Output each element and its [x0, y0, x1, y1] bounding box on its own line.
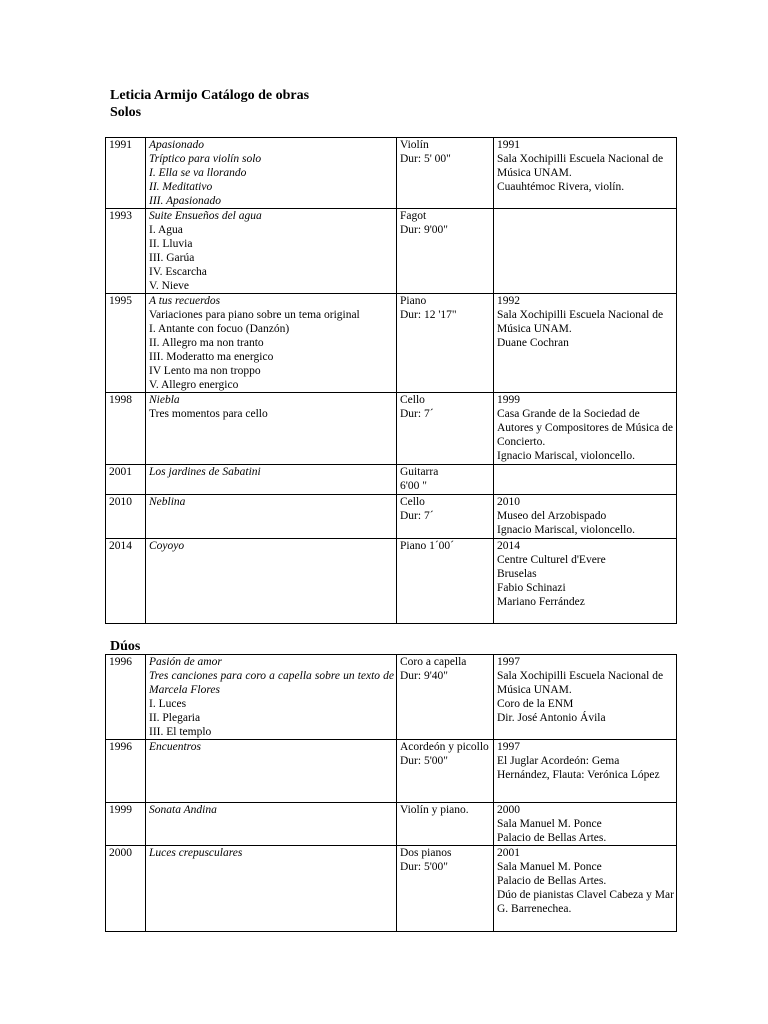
table-row — [106, 393, 677, 465]
table-row — [106, 655, 677, 740]
premiere-year: 2000 — [497, 804, 520, 816]
premiere-line: Sala Manuel M. Ponce — [497, 818, 602, 830]
instrument-line: Violín — [400, 139, 429, 151]
year-text: 2014 — [109, 540, 132, 552]
section-heading-duos: Dúos — [110, 639, 141, 654]
premiere-line: El Juglar Acordeón: Gema Hernández, Flauta: Verónica López — [497, 755, 660, 781]
instrument-line: 6'00 " — [400, 480, 427, 492]
year-text: 2001 — [109, 466, 132, 478]
year-text: 2000 — [109, 847, 132, 859]
premiere-year: 1999 — [497, 394, 520, 406]
work-cell — [146, 846, 397, 932]
year-cell — [106, 294, 146, 393]
instrument-line: Dur: 5'00" — [400, 755, 448, 767]
premiere-year: 1997 — [497, 656, 520, 668]
premiere-year: 2014 — [497, 540, 520, 552]
instrument-cell — [397, 138, 494, 209]
premiere-line: Duane Cochran — [497, 337, 569, 349]
work-cell — [146, 294, 397, 393]
work-line: III. El templo — [149, 726, 212, 738]
table-row — [106, 495, 677, 539]
work-title: A tus recuerdos — [149, 295, 221, 307]
premiere-year: 1991 — [497, 139, 520, 151]
instrument-cell — [397, 393, 494, 465]
duos-table — [105, 654, 677, 932]
premiere-cell — [494, 655, 677, 740]
table-row — [106, 294, 677, 393]
premiere-line: Casa Grande de la Sociedad de Autores y Compositores de Música de Concierto. — [497, 408, 673, 448]
work-title: Apasionado — [149, 139, 204, 151]
work-line: III. Apasionado — [149, 195, 221, 207]
work-title: Los jardines de Sabatini — [149, 466, 261, 478]
instrument-cell — [397, 846, 494, 932]
year-text: 1999 — [109, 804, 132, 816]
instrument-line: Cello — [400, 496, 425, 508]
premiere-year: 1997 — [497, 741, 520, 753]
table-row — [106, 539, 677, 624]
premiere-cell — [494, 393, 677, 465]
year-cell — [106, 740, 146, 803]
work-title: Sonata Andina — [149, 804, 217, 816]
instrument-line: Piano — [400, 295, 427, 307]
instrument-line: Acordeón y picollo — [400, 741, 489, 753]
year-text: 2010 — [109, 496, 132, 508]
instrument-line: Cello — [400, 394, 425, 406]
table-row — [106, 803, 677, 846]
work-cell — [146, 138, 397, 209]
work-line: V. Allegro energico — [149, 379, 239, 391]
year-text: 1996 — [109, 656, 132, 668]
year-text: 1996 — [109, 741, 132, 753]
instrument-cell — [397, 539, 494, 624]
premiere-line: Sala Xochipilli Escuela Nacional de Música UNAM. — [497, 309, 664, 335]
work-line: IV Lento ma non troppo — [149, 365, 261, 377]
year-cell — [106, 539, 146, 624]
year-cell — [106, 655, 146, 740]
work-line: III. Moderatto ma energico — [149, 351, 274, 363]
premiere-year: 1992 — [497, 295, 520, 307]
table-row — [106, 740, 677, 803]
instrument-cell — [397, 209, 494, 294]
year-text: 1991 — [109, 139, 132, 151]
premiere-line: Ignacio Mariscal, violoncello. — [497, 450, 635, 462]
year-cell — [106, 846, 146, 932]
instrument-line: Dur: 7´ — [400, 510, 434, 522]
premiere-line: Dir. José Antonio Ávila — [497, 712, 606, 724]
solos-table — [105, 137, 677, 624]
year-text: 1995 — [109, 295, 132, 307]
work-line: I. Agua — [149, 224, 183, 236]
instrument-line: Dur: 5' 00" — [400, 153, 451, 165]
year-cell — [106, 209, 146, 294]
premiere-cell — [494, 803, 677, 846]
premiere-line: Palacio de Bellas Artes. — [497, 875, 607, 887]
year-cell — [106, 393, 146, 465]
document-title: Leticia Armijo Catálogo de obras — [110, 88, 310, 103]
premiere-line: Palacio de Bellas Artes. — [497, 832, 607, 844]
year-cell — [106, 495, 146, 539]
work-title: Niebla — [149, 394, 180, 406]
work-cell — [146, 740, 397, 803]
instrument-line: Guitarra — [400, 466, 439, 478]
instrument-line: Fagot — [400, 210, 427, 222]
table-row — [106, 209, 677, 294]
work-cell — [146, 465, 397, 495]
instrument-line: Dur: 9'40" — [400, 670, 448, 682]
work-line: II. Lluvia — [149, 238, 193, 250]
section-heading-solos: Solos — [110, 105, 142, 120]
table-row — [106, 138, 677, 209]
work-line: I. Antante con focuo (Danzón) — [149, 323, 290, 335]
work-line: Variaciones para piano sobre un tema original — [149, 309, 360, 321]
instrument-cell — [397, 465, 494, 495]
work-cell — [146, 393, 397, 465]
premiere-line: Fabio Schinazi — [497, 582, 566, 594]
premiere-line: Cuauhtémoc Rivera, violín. — [497, 181, 625, 193]
instrument-line: Violín y piano. — [400, 804, 469, 816]
work-line: II. Allegro ma non tranto — [149, 337, 264, 349]
instrument-line: Dur: 7´ — [400, 408, 434, 420]
table-row — [106, 846, 677, 932]
work-cell — [146, 539, 397, 624]
year-text: 1993 — [109, 210, 132, 222]
work-line: Tres momentos para cello — [149, 408, 268, 420]
premiere-line: Mariano Ferrández — [497, 596, 585, 608]
premiere-line: Museo del Arzobispado — [497, 510, 607, 522]
premiere-line: Sala Xochipilli Escuela Nacional de Música UNAM. — [497, 670, 664, 696]
instrument-cell — [397, 495, 494, 539]
premiere-line: Ignacio Mariscal, violoncello. — [497, 524, 635, 536]
year-text: 1998 — [109, 394, 132, 406]
work-line: II. Plegaria — [149, 712, 201, 724]
instrument-cell — [397, 803, 494, 846]
year-cell — [106, 465, 146, 495]
instrument-cell — [397, 294, 494, 393]
instrument-line: Piano 1´00´ — [400, 540, 454, 552]
work-cell — [146, 803, 397, 846]
premiere-cell — [494, 138, 677, 209]
work-line: Tres canciones para coro a capella sobre un texto de Marcela Flores — [149, 670, 394, 696]
work-line: I. Ella se va llorando — [149, 167, 247, 179]
premiere-cell — [494, 495, 677, 539]
work-line: V. Nieve — [149, 280, 190, 292]
work-cell — [146, 495, 397, 539]
premiere-cell — [494, 294, 677, 393]
instrument-line: Dur: 12 '17" — [400, 309, 457, 321]
work-line: Tríptico para violín solo — [149, 153, 262, 165]
premiere-cell — [494, 209, 677, 294]
table-row — [106, 465, 677, 495]
premiere-cell — [494, 846, 677, 932]
work-title: Suite Ensueños del agua — [149, 210, 262, 222]
premiere-line: Sala Xochipilli Escuela Nacional de Música UNAM. — [497, 153, 664, 179]
premiere-cell — [494, 740, 677, 803]
premiere-line: Centre Culturel d'Evere — [497, 554, 606, 566]
year-cell — [106, 138, 146, 209]
work-line: I. Luces — [149, 698, 187, 710]
premiere-line: Coro de la ENM — [497, 698, 574, 710]
premiere-cell — [494, 465, 677, 495]
year-cell — [106, 803, 146, 846]
work-line: II. Meditativo — [149, 181, 213, 193]
instrument-line: Dur: 5'00" — [400, 861, 448, 873]
instrument-cell — [397, 740, 494, 803]
premiere-cell — [494, 539, 677, 624]
work-title: Pasión de amor — [149, 656, 222, 668]
work-cell — [146, 209, 397, 294]
instrument-line: Dos pianos — [400, 847, 452, 859]
premiere-line: Sala Manuel M. Ponce — [497, 861, 602, 873]
premiere-line: Bruselas — [497, 568, 537, 580]
premiere-line: Dúo de pianistas Clavel Cabeza y Mar G. Barrenechea. — [497, 889, 674, 915]
work-title: Luces crepusculares — [149, 847, 243, 859]
work-cell — [146, 655, 397, 740]
work-line: IV. Escarcha — [149, 266, 207, 278]
instrument-cell — [397, 655, 494, 740]
premiere-year: 2001 — [497, 847, 520, 859]
instrument-line: Coro a capella — [400, 656, 467, 668]
premiere-year: 2010 — [497, 496, 520, 508]
work-title: Neblina — [149, 496, 186, 508]
work-title: Encuentros — [149, 741, 201, 753]
work-line: III. Garúa — [149, 252, 195, 264]
instrument-line: Dur: 9'00" — [400, 224, 448, 236]
work-title: Coyoyo — [149, 540, 185, 552]
